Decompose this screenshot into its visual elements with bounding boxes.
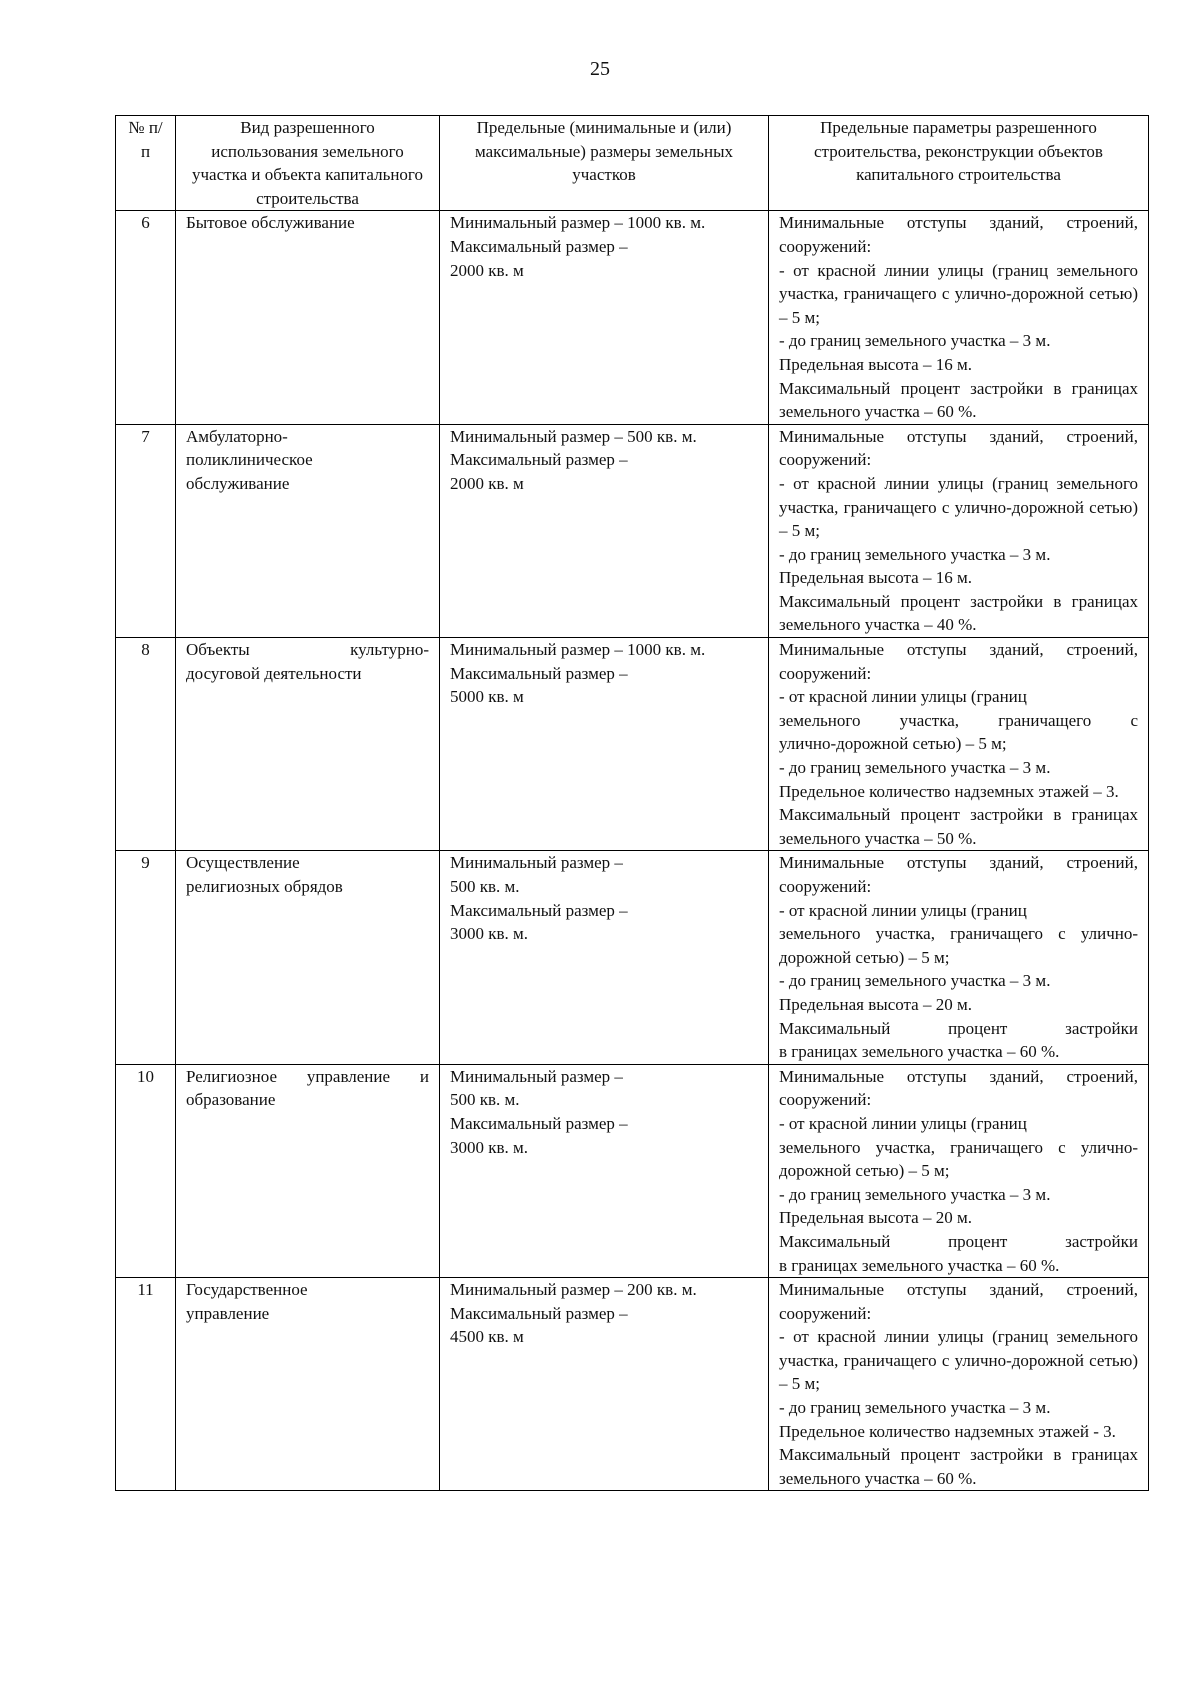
plot-sizes-cell [440, 638, 769, 851]
plot-size-line: Минимальный размер – 200 кв. м. [450, 1280, 697, 1300]
param-line: Предельная высота – 16 м. [779, 354, 972, 374]
header-use-type: Вид разрешенного использования земельного участка и объекта капитального строительства [176, 116, 440, 211]
table-row [116, 638, 1149, 851]
params-cell [769, 638, 1149, 851]
param-line: в границах земельного участка – 60 %. [779, 1255, 1060, 1275]
param-line: Минимальные отступы зданий, строений, сооружений: [779, 213, 1138, 256]
param-line: Максимальный процент застройки [779, 1018, 1138, 1038]
param-line: - до границ земельного участка – 3 м. [779, 971, 1051, 991]
param-line: улично-дорожной сетью) – 5 м; [779, 734, 1007, 754]
param-line: Максимальный процент застройки [779, 1231, 1138, 1251]
param-line: земельного участка, граничащего с [779, 710, 1138, 730]
use-type-cell [176, 1064, 440, 1277]
param-line: - от красной линии улицы (границ земельного участка, граничащего с улично-дорожной сетью) – 5 м; [779, 260, 1138, 327]
table-row [116, 1278, 1149, 1491]
plot-size-line: 4500 кв. м [450, 1327, 524, 1347]
param-line: земельного участка, граничащего с улично-дорожной сетью) – 5 м; [779, 924, 1138, 967]
param-line: Минимальные отступы зданий, строений, сооружений: [779, 1066, 1138, 1110]
use-type-cell [176, 851, 440, 1064]
table-row [116, 211, 1149, 424]
use-type-line: управление [186, 1303, 270, 1323]
param-line: Минимальные отступы зданий, строений, сооружений: [779, 640, 1138, 683]
use-type-cell [176, 638, 440, 851]
param-line: - от красной линии улицы (границ [779, 900, 1027, 920]
plot-size-line: Минимальный размер – 500 кв. м. [450, 426, 697, 446]
plot-sizes-cell [440, 211, 769, 424]
param-line: - от красной линии улицы (границ [779, 1113, 1027, 1133]
plot-sizes-cell [440, 1278, 769, 1491]
header-build-params: Предельные параметры разрешенного строительства, реконструкции объектов капитального строительства [769, 116, 1149, 211]
plot-size-line: Максимальный размер – [450, 1303, 628, 1323]
params-cell [769, 1278, 1149, 1491]
param-line: Максимальный процент застройки в границах земельного участка – 60 %. [779, 1445, 1138, 1488]
use-type-line: Объекты культурно- [186, 640, 429, 660]
param-line: Максимальный процент застройки в границах земельного участка – 60 %. [779, 378, 1138, 422]
param-line: земельного участка, граничащего с улично-дорожной сетью) – 5 м; [779, 1137, 1138, 1181]
plot-size-line: 5000 кв. м [450, 687, 524, 707]
row-number: 9 [116, 851, 176, 1064]
use-type-cell [176, 211, 440, 424]
use-type-line: досуговой деятельности [186, 663, 362, 683]
use-type-line: Осуществление [186, 853, 300, 873]
param-line: Минимальные отступы зданий, строений, сооружений: [779, 426, 1138, 470]
table-row [116, 1064, 1149, 1277]
param-line: Максимальный процент застройки в границах земельного участка – 40 %. [779, 591, 1138, 635]
params-cell [769, 424, 1149, 637]
plot-size-line: 3000 кв. м. [450, 1137, 529, 1157]
plot-size-line: Минимальный размер – 1000 кв. м. [450, 640, 706, 660]
param-line: Минимальные отступы зданий, строений, сооружений: [779, 1280, 1138, 1323]
plot-size-line: Максимальный размер – [450, 236, 628, 256]
plot-sizes-cell [440, 424, 769, 637]
use-type-cell [176, 424, 440, 637]
param-line: - до границ земельного участка – 3 м. [779, 1184, 1051, 1204]
use-type-line: Религиозное управление и образование [186, 1066, 429, 1110]
param-line: Предельная высота – 20 м. [779, 1208, 972, 1228]
param-line: - от красной линии улицы (границ земельного участка, граничащего с улично-дорожной сетью) – 5 м; [779, 1327, 1138, 1394]
plot-size-line: Минимальный размер – [450, 1066, 623, 1086]
params-cell [769, 851, 1149, 1064]
plot-size-line: Максимальный размер – [450, 900, 628, 920]
use-type-cell [176, 1278, 440, 1491]
table-header-row [116, 116, 1149, 211]
plot-size-line: 500 кв. м. [450, 1090, 520, 1110]
row-number: 6 [116, 211, 176, 424]
table-row [116, 424, 1149, 637]
param-line: - до границ земельного участка – 3 м. [779, 331, 1051, 351]
use-type-line: поликлиническое [186, 450, 313, 470]
plot-size-line: Максимальный размер – [450, 1113, 628, 1133]
zoning-parameters-table [115, 115, 1149, 1491]
page-number: 25 [590, 58, 610, 80]
plot-sizes-cell [440, 1064, 769, 1277]
use-type-line: религиозных обрядов [186, 877, 343, 896]
param-line: Предельная высота – 20 м. [779, 994, 972, 1014]
plot-size-line: Минимальный размер – 1000 кв. м. [450, 213, 706, 233]
plot-size-line: 500 кв. м. [450, 877, 520, 896]
use-type-line: Государственное [186, 1280, 308, 1300]
params-cell [769, 211, 1149, 424]
param-line: Предельная высота – 16 м. [779, 568, 972, 588]
header-num: № п/п [116, 116, 176, 211]
use-type-line: Бытовое обслуживание [186, 213, 355, 233]
param-line: Предельное количество надземных этажей – 3. [779, 781, 1119, 801]
params-cell [769, 1064, 1149, 1277]
plot-size-line: 2000 кв. м [450, 473, 524, 493]
plot-size-line: Максимальный размер – [450, 663, 628, 683]
row-number: 8 [116, 638, 176, 851]
param-line: - до границ земельного участка – 3 м. [779, 1398, 1051, 1418]
row-number: 7 [116, 424, 176, 637]
row-number: 10 [116, 1064, 176, 1277]
param-line: - до границ земельного участка – 3 м. [779, 544, 1051, 564]
param-line: - до границ земельного участка – 3 м. [779, 758, 1051, 778]
use-type-line: обслуживание [186, 473, 290, 493]
plot-size-line: Минимальный размер – [450, 853, 623, 873]
row-number: 11 [116, 1278, 176, 1491]
header-plot-sizes: Предельные (минимальные и (или) максимальные) размеры земельных участков [440, 116, 769, 211]
param-line: Максимальный процент застройки в границах земельного участка – 50 %. [779, 805, 1138, 848]
plot-size-line: 2000 кв. м [450, 260, 524, 280]
param-line: в границах земельного участка – 60 %. [779, 1042, 1060, 1062]
plot-sizes-cell [440, 851, 769, 1064]
param-line: Предельное количество надземных этажей - 3. [779, 1421, 1116, 1441]
param-line: - от красной линии улицы (границ земельного участка, граничащего с улично-дорожной сетью) – 5 м; [779, 473, 1138, 541]
param-line: Минимальные отступы зданий, строений, сооружений: [779, 853, 1138, 896]
plot-size-line: 3000 кв. м. [450, 924, 529, 944]
use-type-line: Амбулаторно- [186, 426, 288, 446]
param-line: - от красной линии улицы (границ [779, 687, 1027, 707]
plot-size-line: Максимальный размер – [450, 450, 628, 470]
table-row [116, 851, 1149, 1064]
